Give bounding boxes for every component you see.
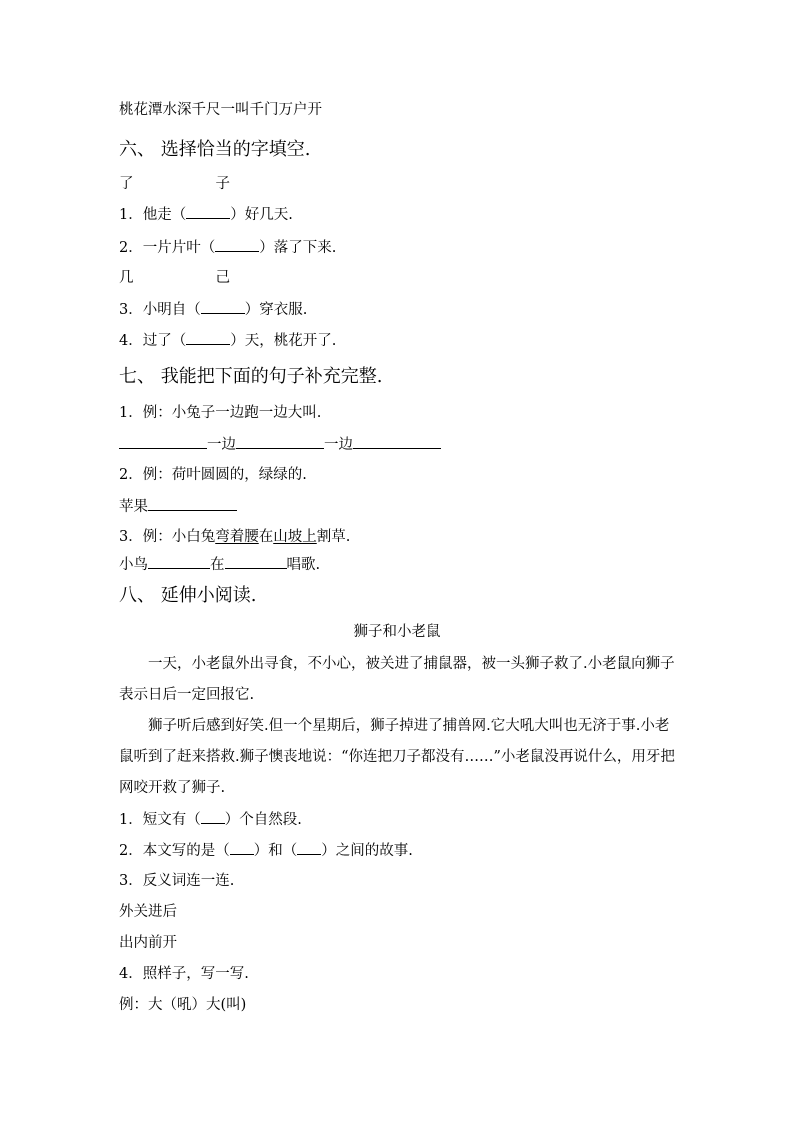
antonym-words-top: 外关进后 xyxy=(119,904,177,920)
answer-blank[interactable] xyxy=(297,840,321,855)
answer-blank[interactable] xyxy=(201,809,225,824)
choice-row-1 xyxy=(119,174,230,194)
s6-question-1: 1．他走（ ）好几天. xyxy=(119,204,293,225)
choice-char-ji: 几 xyxy=(119,270,134,286)
answer-blank[interactable] xyxy=(215,237,259,252)
answer-blank[interactable] xyxy=(201,299,245,314)
s7-question-2: 2．例：荷叶圆圆的，绿绿的. xyxy=(119,467,307,483)
answer-blank[interactable] xyxy=(119,434,207,449)
answer-blank[interactable] xyxy=(236,434,324,449)
story-paragraph-2: 狮子听后感到好笑.但一个星期后，狮子掉进了捕兽网.它大吼大叫也无济于事.小老鼠听到了赶来搭救.狮子懊丧地说：“你连把刀子都没有……”小老鼠没再说什么，用牙把网咬开救了狮子. xyxy=(119,718,675,796)
s8-question-4: 4．照样子，写一写. xyxy=(119,966,249,982)
choice-char-le: 了 xyxy=(119,176,134,192)
antonym-words-bottom: 出内前开 xyxy=(119,935,177,951)
section-8-heading: 八、 延伸小阅读. xyxy=(119,585,257,606)
s8-question-3: 3．反义词连一连. xyxy=(119,873,235,889)
s7-answer-1: 一边 一边 xyxy=(119,434,441,455)
answer-blank[interactable] xyxy=(225,554,287,569)
s7-answer-3: 小鸟 在 唱歌. xyxy=(119,554,320,575)
s8-example: 例：大（吼）大(叫) xyxy=(119,997,247,1013)
choice-char-zi: 子 xyxy=(215,176,230,192)
choice-row-2 xyxy=(119,268,230,288)
s7-question-1: 1．例：小兔子一边跑一边大叫. xyxy=(119,405,322,421)
section-6-heading: 六、 选择恰当的字填空. xyxy=(119,139,311,160)
answer-blank[interactable] xyxy=(148,554,210,569)
section-7-heading: 七、 我能把下面的句子补充完整. xyxy=(119,366,383,387)
s6-question-3: 3．小明自（ ）穿衣服. xyxy=(119,299,307,320)
idiom-line: 桃花潭水深千尺一叫千门万户开 xyxy=(119,102,322,118)
answer-blank[interactable] xyxy=(230,840,254,855)
s7-answer-2: 苹果 xyxy=(119,496,237,517)
s7-question-3: 3．例：小白兔弯着腰在山坡上割草. xyxy=(119,529,351,545)
s6-question-4: 4．过了（ ）天，桃花开了. xyxy=(119,330,336,351)
answer-blank[interactable] xyxy=(353,434,441,449)
answer-blank[interactable] xyxy=(186,204,230,219)
story-title: 狮子和小老鼠 xyxy=(353,624,441,640)
answer-blank[interactable] xyxy=(186,330,230,345)
s6-question-2: 2．一片片叶（ ）落了下来. xyxy=(119,237,336,258)
s8-question-1: 1．短文有（ ）个自然段. xyxy=(119,809,302,830)
story-paragraph-1: 一天，小老鼠外出寻食，不小心，被关进了捕鼠器，被一头狮子救了.小老鼠向狮子表示日后一定回报它. xyxy=(119,656,675,703)
choice-char-ji-self: 己 xyxy=(215,270,230,286)
s8-question-2: 2．本文写的是（ ）和（ ）之间的故事. xyxy=(119,840,413,861)
answer-blank[interactable] xyxy=(148,496,237,511)
